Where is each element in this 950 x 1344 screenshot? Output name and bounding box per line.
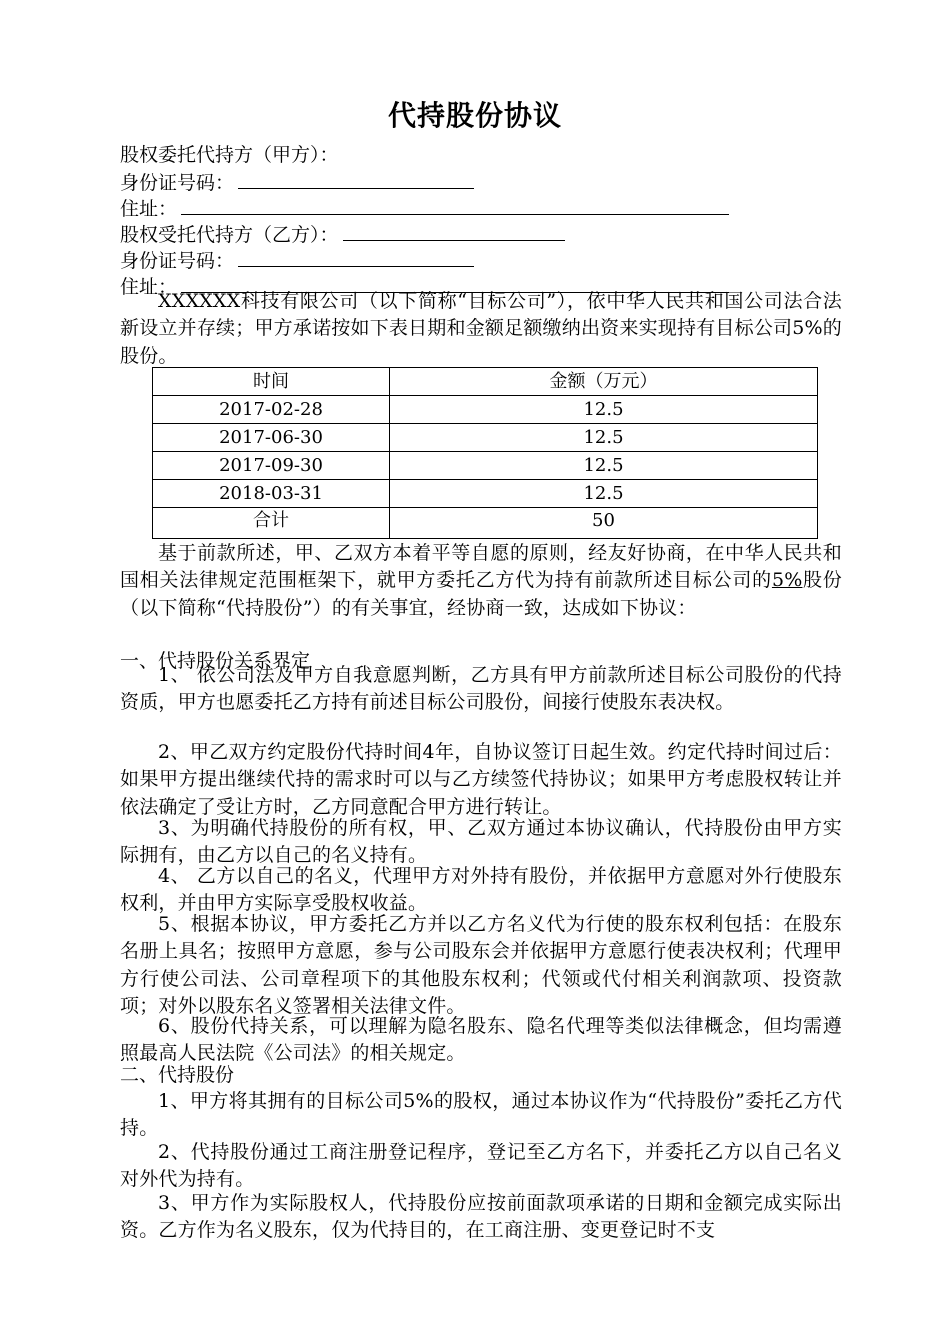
section-1-item-5: 5、根据本协议，甲方委托乙方并以乙方名义代为行使的股东权利包括：在股东名册上具名；按照甲方意愿，参与公司股东会并依据甲方意愿行使表决权利；代理甲方行使公司法、公司章程项下的其他股东权利；代领或代付相关利润款项、投资款项；对外以股东名义签署相关法律文件。: [120, 913, 842, 1017]
section-1-item-4: 4、 乙方以自己的名义，代理甲方对外持有股份，并依据甲方意愿对外行使股东权利，并由甲方实际享受股权收益。: [120, 865, 842, 915]
cell-date: 2017-06-30: [153, 424, 390, 452]
document-title: 代持股份协议: [387, 99, 562, 132]
party-b-id-label: 身份证号码：: [120, 250, 235, 272]
table-row: [153, 480, 818, 508]
preamble-text-1: 基于前款所述，甲、乙双方本着平等自愿的原则，经友好协商，在中华人民共和国相关法律规定范围框架下，就甲方委托乙方代为持有前款所述目标公司的: [120, 542, 842, 592]
preamble-share-percent: 5%: [771, 569, 803, 592]
header-date: 时间: [153, 368, 390, 396]
preamble-text-2: 股份（以下简称“代持股份”）的有关事宜，经协商一致，达成如下协议：: [120, 569, 842, 619]
section-1-item-2: 2、甲乙双方约定股份代持时间4年，自协议签订日起生效。约定代持时间过后：如果甲方提出继续代持的需求时可以与乙方续签代持协议；如果甲方考虑股权转让并依法确定了受让方时，乙方同意配合甲方进行转让。: [120, 741, 842, 818]
section-1-item-3: 3、为明确代持股份的所有权，甲、乙双方通过本协议确认，代持股份由甲方实际拥有，由乙方以自己的名义持有。: [120, 817, 842, 867]
party-a-address-line: [120, 194, 840, 223]
total-label: 合计: [153, 508, 390, 539]
total-amount: 50: [390, 508, 818, 539]
party-a-address-blank: [181, 194, 729, 215]
section-1-heading: 一、代持股份关系界定: [120, 650, 311, 672]
cell-amount: 12.5: [390, 396, 818, 424]
cell-date: 2018-03-31: [153, 480, 390, 508]
table-header-row: [153, 368, 818, 396]
intro-paragraph: XXXXXX科技有限公司（以下简称“目标公司”），依中华人民共和国公司法合法新设立并存续；甲方承诺按如下表日期和金额足额缴纳出资来实现持有目标公司5%的股份。: [120, 290, 842, 367]
party-b-line: [120, 220, 840, 249]
preamble-paragraph: [120, 540, 842, 622]
section-2-item-1: 1、甲方将其拥有的目标公司5%的股权，通过本协议作为“代持股份”委托乙方代持。: [120, 1090, 842, 1140]
party-a-id-label: 身份证号码：: [120, 172, 235, 194]
payment-table: [152, 367, 818, 539]
header-amount: 金额（万元）: [390, 368, 818, 396]
table-total-row: [153, 508, 818, 539]
section-2-item-3: 3、甲方作为实际股权人，代持股份应按前面款项承诺的日期和金额完成实际出资。乙方作为名义股东，仅为代持目的，在工商注册、变更登记时不支: [120, 1192, 842, 1242]
cell-date: 2017-09-30: [153, 452, 390, 480]
section-1-item-1: 1、 依公司法及甲方自我意愿判断，乙方具有甲方前款所述目标公司股份的代持资质，甲方也愿委托乙方持有前述目标公司股份，间接行使股东表决权。: [120, 664, 842, 714]
party-a-address-label: 住址：: [120, 198, 178, 220]
party-a-label: 股权委托代持方（甲方）：: [120, 144, 339, 166]
table-row: [153, 396, 818, 424]
party-b-address-label: 住址：: [120, 276, 178, 298]
party-a-id-blank: [238, 168, 474, 189]
table-row: [153, 452, 818, 480]
cell-amount: 12.5: [390, 452, 818, 480]
cell-amount: 12.5: [390, 424, 818, 452]
party-b-id-blank: [238, 246, 474, 267]
section-2-item-2: 2、代持股份通过工商注册登记程序，登记至乙方名下，并委托乙方以自己名义对外代为持有。: [120, 1141, 842, 1191]
section-2-heading: 二、代持股份: [120, 1064, 235, 1086]
party-a-id-line: [120, 168, 840, 197]
cell-date: 2017-02-28: [153, 396, 390, 424]
party-b-id-line: [120, 246, 840, 275]
table-row: [153, 424, 818, 452]
party-b-name-blank: [343, 220, 565, 241]
party-b-label: 股权受托代持方（乙方）：: [120, 224, 339, 246]
cell-amount: 12.5: [390, 480, 818, 508]
section-1-item-6: 6、股份代持关系，可以理解为隐名股东、隐名代理等类似法律概念，但均需遵照最高人民法院《公司法》的相关规定。: [120, 1015, 842, 1065]
